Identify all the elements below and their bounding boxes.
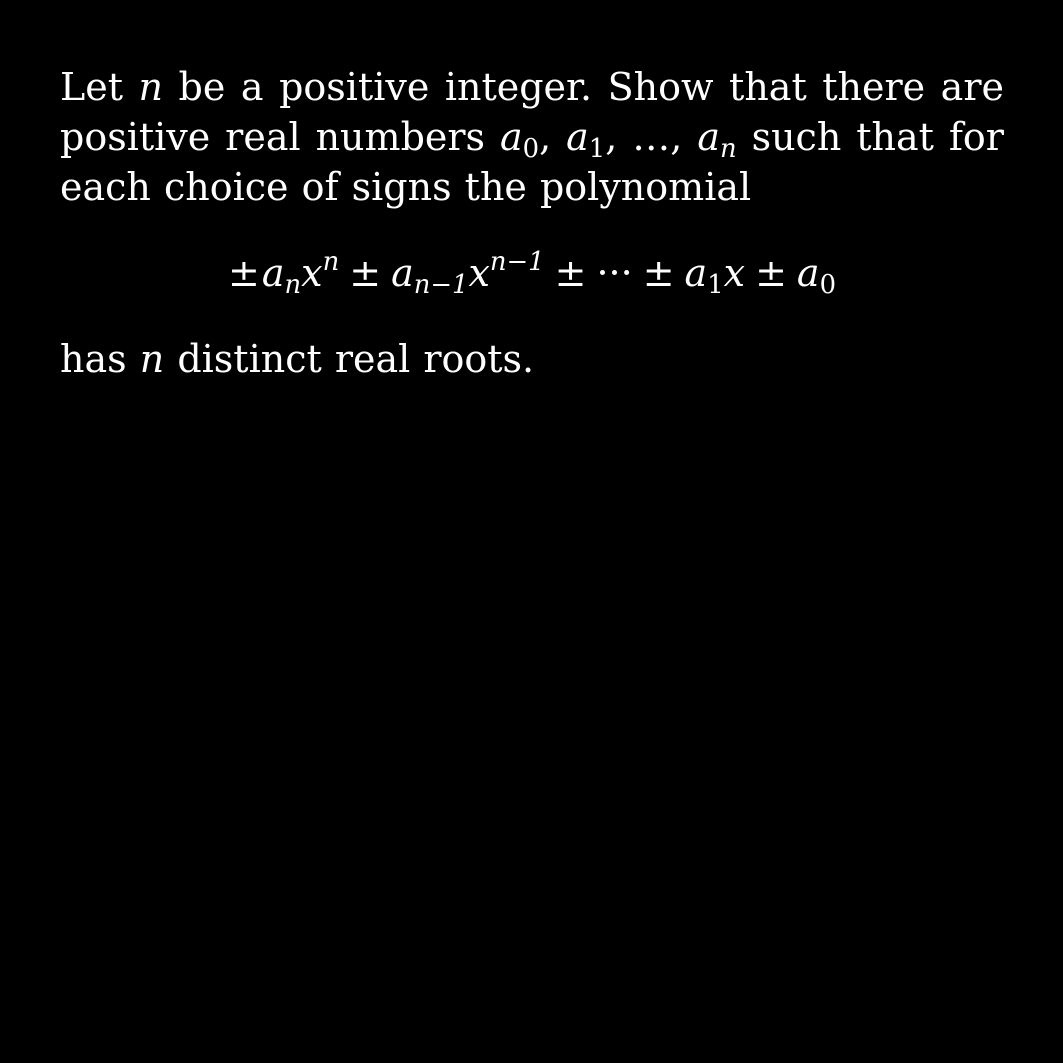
intro-text-main: be a positive integer. Show that there are positive real numbers <box>60 65 1004 159</box>
problem-conclusion-paragraph <box>60 334 1004 384</box>
outro-text-has: has <box>60 337 127 381</box>
intro-text-signs: such that for each choice of signs the polynomial <box>60 115 1004 209</box>
coefficient-sequence: $a_0$, $a_1$, …, $a_n$ <box>500 115 737 165</box>
outro-text-roots: distinct real roots. <box>177 337 535 381</box>
variable-n: n <box>138 65 164 109</box>
polynomial-display-equation: $\pm a_nx^n \pm a_{n-1}x^{n-1}$ ± ··· ± $a_1x \pm a_0$ <box>228 246 836 301</box>
problem-intro-paragraph <box>60 62 1004 212</box>
variable-n-conclusion: n <box>139 337 165 381</box>
intro-text-let: Let <box>60 65 123 109</box>
problem-statement <box>60 62 1004 384</box>
